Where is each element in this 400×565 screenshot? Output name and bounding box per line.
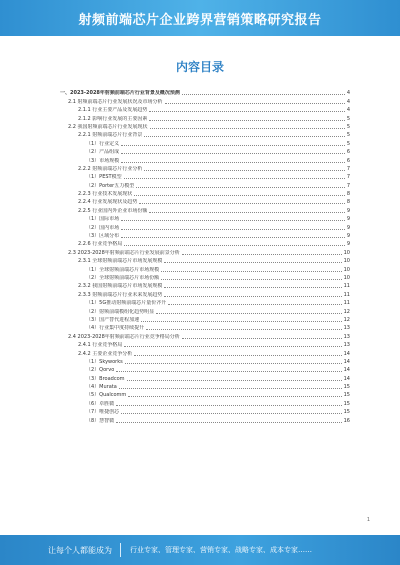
toc-leader-dots [141,316,341,322]
toc-entry-label: （1）行业定义 [86,140,120,147]
toc-entry-page: 14 [343,350,350,357]
toc-entry[interactable] [60,197,350,205]
toc-leader-dots [149,207,344,213]
toc-entry-page: 5 [346,140,350,147]
toc-entry[interactable] [60,122,350,130]
toc-entry[interactable] [60,264,350,272]
toc-entry-label: （2）国内市场 [86,224,120,231]
footer-tagline: 行业专家、管理专家、营销专家、战略专家、成本专家…… [130,546,312,554]
toc-entry-label: 一、2023-2028年射频前端芯片行业背景及概况预测 [60,90,180,97]
toc-entry-page: 11 [343,283,350,290]
toc-title: 内容目录 [175,60,224,74]
toc-entry[interactable] [60,382,350,390]
toc-entry-page: 10 [343,258,350,265]
toc-entry-label: 2.4 2023-2028年射频前端芯片行业竞争格局分析 [68,333,180,340]
toc-entry-label: （6）卓胜微 [86,400,115,407]
toc-entry-label: （2）射频前端模组化趋势明显 [86,308,155,315]
toc-entry-page: 13 [343,325,350,332]
toc-entry-label: （2）Qorvo [86,367,115,374]
toc-entry-page: 9 [346,224,350,231]
toc-entry-page: 15 [343,409,350,416]
toc-entry[interactable] [60,164,350,172]
toc-leader-dots [128,391,341,397]
toc-entry-label: （3）Broadcom [86,375,125,382]
toc-entry-page: 9 [346,233,350,240]
toc-leader-dots [121,215,345,221]
toc-entry-page: 11 [343,291,350,298]
toc-entry-label: （5）Qualcomm [86,392,127,399]
toc-entry[interactable] [60,113,350,121]
toc-entry[interactable] [60,180,350,188]
toc-entry-label: 2.3.1 全球射频前端芯片市场发展规模 [78,258,163,265]
toc-entry-label: 2.3.3 射频前端芯片行业未来发展趋势 [78,291,163,298]
toc-entry[interactable] [60,222,350,230]
toc-entry-label: （4）行业集中度持续提升 [86,325,145,332]
toc-entry-label: 2.2.6 行业竞争格局 [78,241,123,248]
toc-entry[interactable] [60,189,350,197]
toc-entry-page: 5 [346,115,350,122]
toc-entry-label: （4）Murata [86,384,117,391]
toc-entry-page: 16 [343,417,350,424]
toc-leader-dots [144,131,344,137]
toc-entry[interactable] [60,281,350,289]
report-title: 射频前端芯片企业跨界营销策略研究报告 [78,13,322,28]
toc-entry-page: 4 [346,107,350,114]
toc-leader-dots [161,274,341,280]
toc-entry-page: 13 [343,333,350,340]
toc-entry-label: 2.1.1 行业主要产品及发展趋势 [78,107,148,114]
toc-entry-label: 2.3.2 我国射频前端芯片市场发展规模 [78,283,163,290]
toc-entry[interactable] [60,273,350,281]
toc-entry-label: （3）国产替代进程加速 [86,316,140,323]
toc-entry-page: 15 [343,400,350,407]
toc-entry[interactable] [60,88,350,96]
toc-leader-dots [182,89,345,95]
toc-entry[interactable] [60,357,350,365]
toc-leader-dots [127,375,342,381]
toc-leader-dots [164,257,341,263]
toc-entry-page: 8 [346,191,350,198]
toc-entry-page: 10 [343,266,350,273]
toc-entry-label: （1）5G推动射频前端芯片量价齐升 [86,300,167,307]
toc-entry-page: 8 [346,199,350,206]
toc-entry[interactable] [60,340,350,348]
toc-entry[interactable] [60,365,350,373]
toc-leader-dots [161,266,341,272]
toc-leader-dots [119,383,342,389]
toc-entry-page: 14 [343,367,350,374]
toc-entry[interactable] [60,415,350,423]
toc-entry[interactable] [60,373,350,381]
toc-leader-dots [136,182,345,188]
toc-leader-dots [121,157,345,163]
toc-entry[interactable] [60,96,350,104]
toc-leader-dots [164,291,341,297]
toc-leader-dots [168,299,341,305]
toc-entry-label: 2.2.1 射频前端芯片行业背景 [78,132,143,139]
toc-entry-label: （8）慧智微 [86,417,115,424]
toc-leader-dots [149,115,344,121]
toc-leader-dots [134,350,341,356]
toc-leader-dots [134,190,345,196]
toc-entry[interactable] [60,348,350,356]
toc-entry[interactable] [60,247,350,255]
toc-entry[interactable] [60,390,350,398]
toc-entry-label: （2）产品组成 [86,149,120,156]
toc-leader-dots [156,308,341,314]
toc-entry-page: 14 [343,358,350,365]
toc-entry[interactable] [60,256,350,264]
toc-entry[interactable] [60,239,350,247]
toc-entry[interactable] [60,298,350,306]
toc-leader-dots [139,198,344,204]
toc-entry[interactable] [60,147,350,155]
toc-leader-dots [124,341,341,347]
toc-entry[interactable] [60,407,350,415]
toc-entry-label: 2.1 射频前端芯片行业发展状况及市场分析 [68,98,163,105]
toc-entry[interactable] [60,231,350,239]
toc-entry-page: 14 [343,375,350,382]
table-of-contents [60,88,350,424]
toc-leader-dots [116,366,341,372]
toc-leader-dots [121,148,345,154]
footer-slogan: 让每个人都能成为 [48,546,112,555]
toc-entry[interactable] [60,289,350,297]
toc-entry-page: 7 [346,165,350,172]
toc-leader-dots [121,232,345,238]
toc-leader-dots [182,333,342,339]
toc-entry-page: 4 [346,98,350,105]
toc-entry[interactable] [60,306,350,314]
toc-entry-page: 7 [346,182,350,189]
toc-entry-page: 5 [346,132,350,139]
toc-leader-dots [116,400,341,406]
toc-leader-dots [121,140,345,146]
toc-entry-page: 15 [343,384,350,391]
toc-entry-page: 12 [343,308,350,315]
toc-entry[interactable] [60,214,350,222]
toc-leader-dots [150,123,345,129]
toc-leader-dots [121,408,341,414]
toc-entry-page: 9 [346,207,350,214]
toc-entry[interactable] [60,398,350,406]
toc-entry-label: （7）唯捷创芯 [86,409,120,416]
page-number: 1 [366,517,370,523]
toc-entry-page: 11 [343,300,350,307]
toc-entry-page: 4 [346,90,350,97]
toc-entry-label: 2.2.4 行业发展现状及趋势 [78,199,138,206]
toc-leader-dots [116,417,341,423]
toc-entry[interactable] [60,138,350,146]
toc-entry-label: （3）市场规模 [86,157,120,164]
toc-leader-dots [124,240,345,246]
toc-entry[interactable] [60,130,350,138]
toc-entry-label: （2）全球射频前端芯片市场份额 [86,274,160,281]
toc-entry-page: 5 [346,123,350,130]
toc-entry-label: 2.4.1 行业竞争格局 [78,342,123,349]
toc-entry-page: 6 [346,149,350,156]
toc-entry-label: （1）全球射频前端芯片市场规模 [86,266,160,273]
toc-entry-label: 2.2.3 行业技术发展现状 [78,191,133,198]
toc-leader-dots [125,358,342,364]
toc-leader-dots [149,106,344,112]
toc-entry[interactable] [60,315,350,323]
toc-entry-page: 7 [346,174,350,181]
toc-entry[interactable] [60,205,350,213]
toc-leader-dots [182,249,342,255]
toc-entry-page: 10 [343,274,350,281]
toc-entry-label: 2.3 2023-2028年射频前端芯片行业发展前景分析 [68,249,180,256]
toc-entry-label: （1）Skyworks [86,358,123,365]
toc-leader-dots [164,282,341,288]
toc-entry-label: （1）PEST模型 [86,174,122,181]
toc-entry-label: 2.2 我国射频前端芯片行业发展现状 [68,123,148,130]
toc-leader-dots [124,173,345,179]
toc-entry-page: 13 [343,342,350,349]
toc-entry-page: 15 [343,392,350,399]
toc-entry[interactable] [60,172,350,180]
toc-entry-page: 12 [343,316,350,323]
toc-entry-label: （3）区域分布 [86,233,120,240]
toc-entry-page: 9 [346,216,350,223]
footer-divider [120,543,121,557]
toc-leader-dots [144,165,344,171]
toc-entry-label: （2）Porter五力模型 [86,182,135,189]
toc-entry[interactable] [60,331,350,339]
toc-leader-dots [146,324,341,330]
toc-entry-label: 2.2.2 射频前端芯片行业分析 [78,165,143,172]
toc-entry-label: 2.1.2 影响行业发展的主要因素 [78,115,148,122]
toc-entry-page: 6 [346,157,350,164]
toc-entry-label: 2.4.2 主要企业竞争分析 [78,350,133,357]
toc-entry-page: 10 [343,249,350,256]
toc-leader-dots [121,224,345,230]
toc-entry-label: 2.2.5 行业国内外企业市场份额 [78,207,148,214]
toc-entry[interactable] [60,323,350,331]
toc-entry[interactable] [60,155,350,163]
toc-entry-page: 9 [346,241,350,248]
toc-entry[interactable] [60,105,350,113]
toc-entry-label: （1）国际市场 [86,216,120,223]
toc-leader-dots [165,98,345,104]
